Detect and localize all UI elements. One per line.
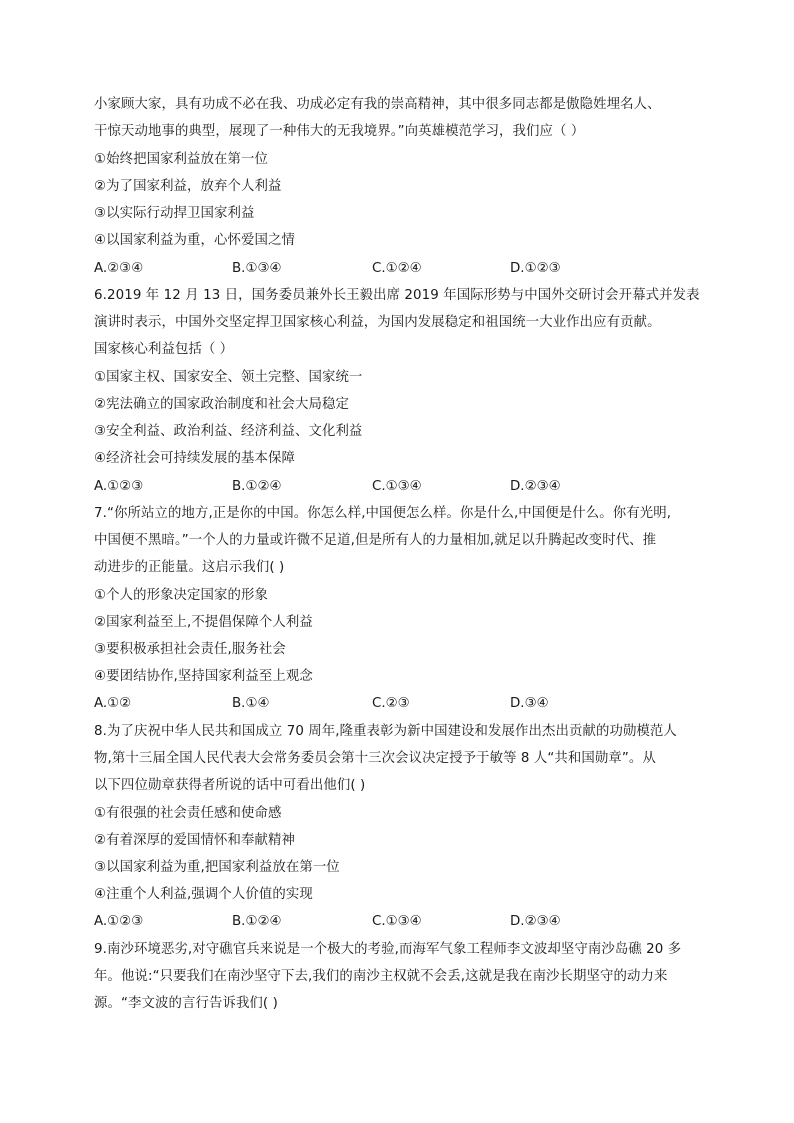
q8-option-a: A.①②③ — [94, 914, 144, 929]
q7-statement-3: ③要积极承担社会责任,服务社会 — [94, 642, 286, 657]
q6-option-b: B.①②④ — [232, 479, 282, 494]
q5-stem-line-2: 干惊天动地事的典型，展现了一种伟大的无我境界。”向英雄模范学习，我们应（ ） — [94, 124, 585, 139]
q6-statement-3: ③安全利益、政治利益、经济利益、文化利益 — [94, 424, 363, 439]
q5-option-b: B.①③④ — [232, 261, 282, 276]
q7-stem-line-3: 动进步的正能量。这启示我们( ) — [94, 560, 285, 575]
q5-statement-3: ③以实际行动捍卫国家利益 — [94, 206, 255, 221]
q6-stem-line-1: 6.2019 年 12 月 13 日，国务委员兼外长王毅出席 2019 年国际形势与中国外交研讨会开幕式并发表 — [94, 288, 700, 303]
q9-stem-line-2: 年。他说:“只要我们在南沙坚守下去,我们的南沙主权就不会丢,这就是我在南沙长期坚守的动力来 — [94, 969, 668, 984]
q6-option-c: C.①③④ — [372, 479, 422, 494]
q5-option-d: D.①②③ — [510, 261, 561, 276]
q7-option-d: D.③④ — [510, 696, 549, 711]
q8-statement-4: ④注重个人利益,强调个人价值的实现 — [94, 887, 313, 902]
q5-option-c: C.①②④ — [372, 261, 422, 276]
q7-option-a: A.①② — [94, 696, 132, 711]
q8-stem-line-3: 以下四位勋章获得者所说的话中可看出他们( ) — [94, 778, 366, 793]
q5-statement-2: ②为了国家利益，放弃个人利益 — [94, 179, 282, 194]
q5-statement-4: ④以国家利益为重，心怀爱国之情 — [94, 233, 295, 248]
q6-option-d: D.②③④ — [510, 479, 561, 494]
q6-statement-4: ④经济社会可持续发展的基本保障 — [94, 451, 295, 466]
q8-statement-2: ②有着深厚的爱国情怀和奉献精神 — [94, 833, 295, 848]
q7-stem-line-1: 7.“你所站立的地方,正是你的中国。你怎么样,中国便怎么样。你是什么,中国便是什么。你有光明, — [94, 506, 672, 521]
q8-option-d: D.②③④ — [510, 914, 561, 929]
q6-statement-2: ②宪法确立的国家政治制度和社会大局稳定 — [94, 397, 349, 412]
q6-statement-1: ①国家主权、国家安全、领土完整、国家统一 — [94, 370, 363, 385]
q9-stem-line-3: 源。“李文波的言行告诉我们( ) — [94, 996, 278, 1011]
q6-option-a: A.①②③ — [94, 479, 144, 494]
q7-statement-2: ②国家利益至上,不提倡保障个人利益 — [94, 615, 313, 630]
q8-option-c: C.①③④ — [372, 914, 422, 929]
q5-stem-line-1: 小家顾大家，具有功成不必在我、功成必定有我的崇高精神，其中很多同志都是傲隐姓埋名人、 — [94, 97, 661, 112]
q6-stem-line-2: 演讲时表示，中国外交坚定捍卫国家核心利益，为国内发展稳定和祖国统一大业作出应有贡献。 — [94, 315, 661, 330]
q8-stem-line-1: 8.为了庆祝中华人民共和国成立 70 周年,隆重表彰为新中国建设和发展作出杰出贡献的功勋模范人 — [94, 724, 677, 739]
q6-stem-line-3: 国家核心利益包括（ ） — [94, 342, 234, 357]
q5-statement-1: ①始终把国家利益放在第一位 — [94, 152, 268, 167]
q7-statement-1: ①个人的形象决定国家的形象 — [94, 588, 268, 603]
q8-statement-1: ①有很强的社会责任感和使命感 — [94, 806, 282, 821]
q9-stem-line-1: 9.南沙环境恶劣,对守礁官兵来说是一个极大的考验,而海军气象工程师李文波却坚守南沙岛礁 20 多 — [94, 942, 682, 957]
q7-option-c: C.②③ — [372, 696, 410, 711]
q7-stem-line-2: 中国便不黑暗。”一个人的力量或许微不足道,但是所有人的力量相加,就足以升腾起改变时代、推 — [94, 533, 657, 548]
q8-statement-3: ③以国家利益为重,把国家利益放在第一位 — [94, 860, 340, 875]
q8-stem-line-2: 物,第十三届全国人民代表大会常务委员会第十三次会议决定授予于敏等 8 人“共和国勋章”。从 — [94, 751, 656, 766]
q7-statement-4: ④要团结协作,坚持国家利益至上观念 — [94, 669, 313, 684]
q7-option-b: B.①④ — [232, 696, 270, 711]
q5-option-a: A.②③④ — [94, 261, 144, 276]
q8-option-b: B.①②④ — [232, 914, 282, 929]
